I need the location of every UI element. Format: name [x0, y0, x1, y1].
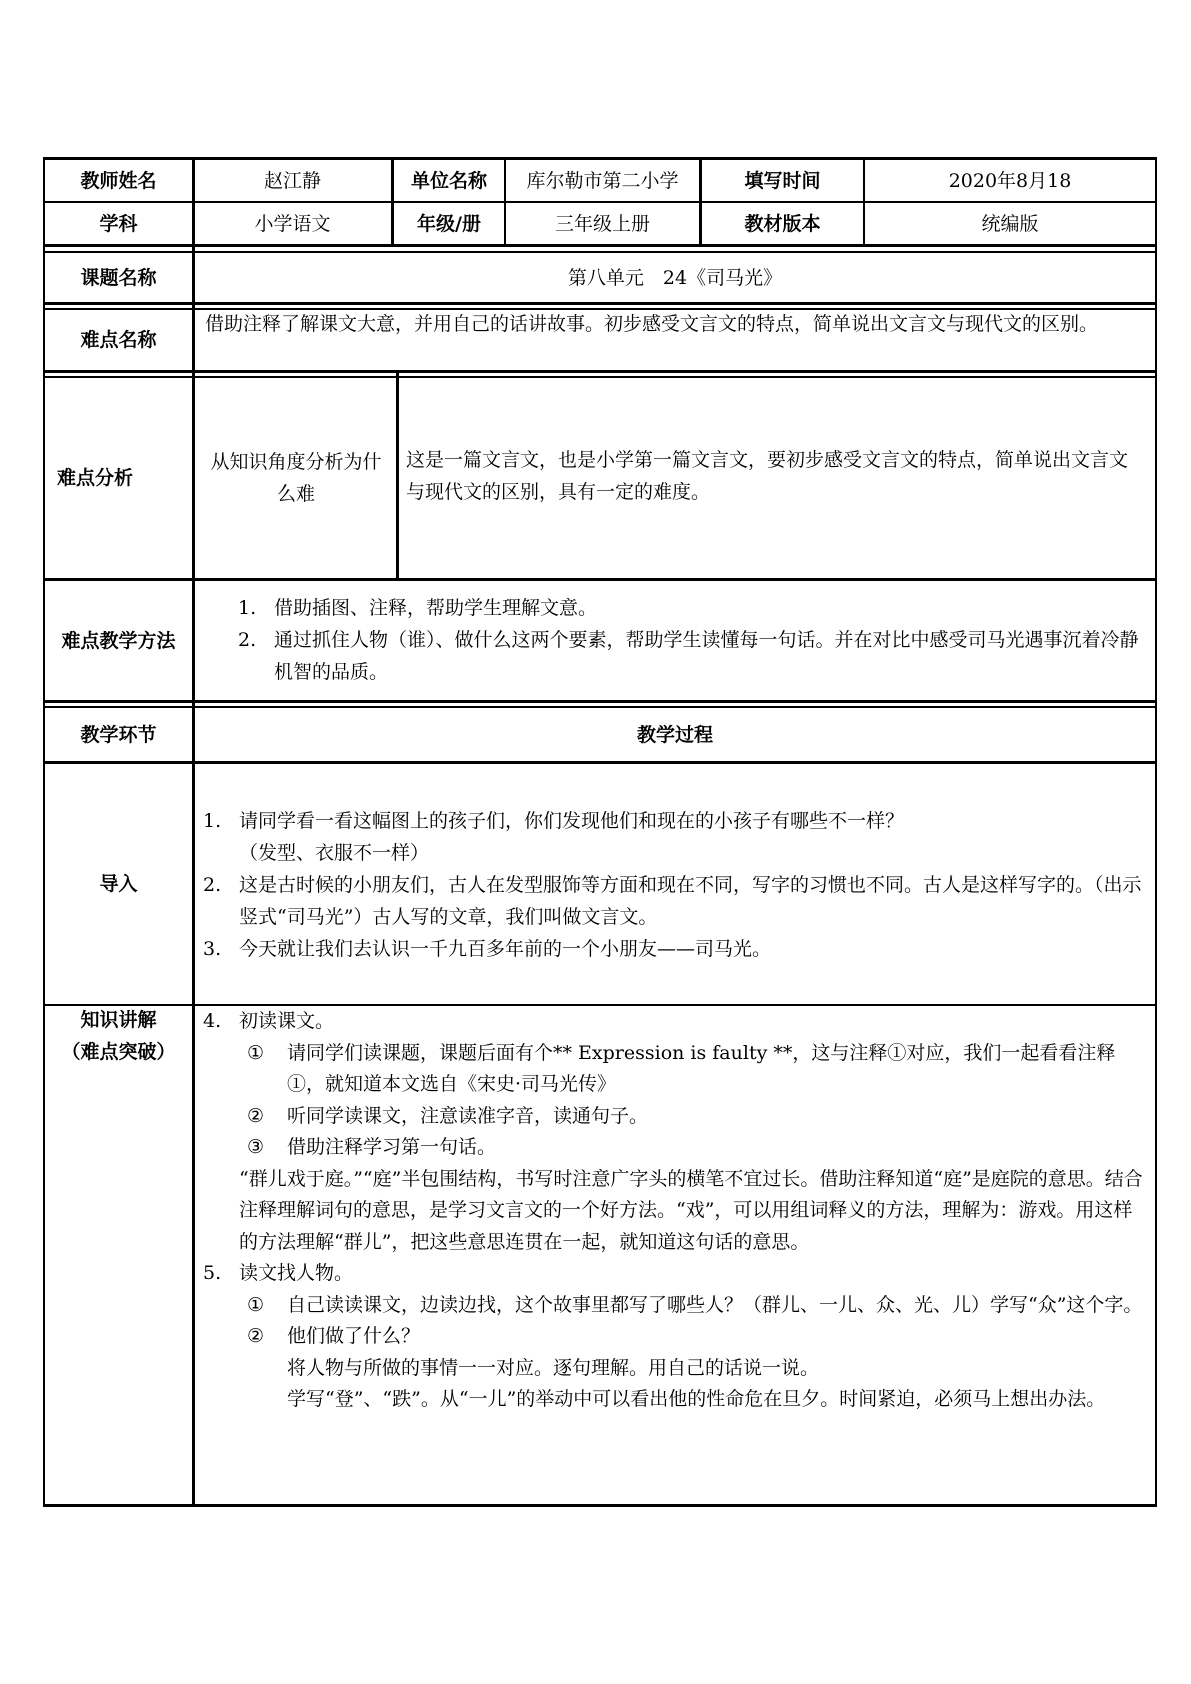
edition-value: 统编版 [981, 212, 1039, 235]
intro-item [203, 933, 1148, 965]
knowledge-sub-text: 借助注释学习第一句话。 [287, 1136, 497, 1158]
intro-item-number: 2. [203, 874, 222, 896]
fill-date-label: 填写时间 [744, 169, 821, 192]
knowledge-sub-number: ③ [247, 1136, 265, 1158]
method-item-text: 借助插图、注释，帮助学生理解文意。 [274, 597, 598, 619]
process-step-label: 教学环节 [80, 723, 157, 746]
method-item [238, 592, 1148, 624]
knowledge-sub-number: ② [247, 1104, 265, 1127]
topic-value: 第八单元 24《司马光》 [567, 266, 783, 289]
knowledge-sub-item [203, 1101, 1148, 1133]
intro-item-note: （发型、衣服不一样） [239, 842, 430, 864]
subject-label: 学科 [99, 212, 138, 235]
row-divider [43, 761, 1157, 764]
column-divider [396, 370, 399, 580]
intro-item-text: 请同学看一看这幅图上的孩子们，你们发现他们和现在的小孩子有哪些不一样？ [239, 810, 905, 832]
knowledge-sub-text: 请同学们读课题，课题后面有个** Expression is faulty **，这与注释①对应，我们一起看看注释①，就知道本文选自《宋史·司马光传》 [287, 1041, 1116, 1095]
difficulty-label: 难点名称 [80, 329, 157, 351]
knowledge-label-line2: （难点突破） [61, 1041, 176, 1063]
unit-name-label: 单位名称 [410, 169, 487, 192]
knowledge-item [203, 1006, 1148, 1038]
intro-label: 导入 [99, 873, 138, 895]
knowledge-item-text: 读文找人物。 [239, 1262, 354, 1284]
method-item-number: 1. [238, 597, 257, 619]
method-list [238, 592, 1148, 692]
method-item-number: 2. [238, 629, 257, 651]
knowledge-paragraph: “群儿戏于庭。”“庭”半包围结构，书写时注意广字头的横笔不宜过长。借助注释知道“庭”是庭院的意思。结合注释理解词句的意思，是学习文言文的一个好方法。“戏”，可以用组词释义的方法，理解为：游戏。用这样的方法理解“群儿”，把这些意思连贯在一起，就知道这句话的意思。 [239, 1167, 1143, 1253]
knowledge-sub-item [203, 1321, 1148, 1353]
knowledge-label [45, 1004, 192, 1084]
intro-item [203, 805, 1148, 837]
row-divider [43, 244, 1157, 247]
knowledge-sub-item [203, 1132, 1148, 1164]
knowledge-content [203, 1006, 1148, 1502]
process-title: 教学过程 [636, 723, 713, 746]
edition-label: 教材版本 [744, 212, 821, 235]
analysis-label: 难点分析 [56, 467, 133, 489]
column-divider [192, 157, 195, 1507]
table-border-bottom [43, 1504, 1157, 1507]
teacher-name-label: 教师姓名 [80, 169, 157, 192]
knowledge-sub-item [203, 1038, 1148, 1101]
knowledge-sub-text: 自己读读课文，边读边找，这个故事里都写了哪些人？（群儿、一儿、众、光、儿）学写“众”这个字。 [287, 1293, 1143, 1316]
intro-item-text: 今天就让我们去认识一千九百多年前的一个小朋友——司马光。 [239, 938, 772, 960]
topic-label: 课题名称 [80, 266, 157, 289]
table-border-right [1155, 157, 1157, 1507]
knowledge-sub-item [203, 1290, 1148, 1322]
knowledge-item-number: 5. [203, 1262, 222, 1284]
unit-name-value: 库尔勒市第二小学 [526, 169, 679, 192]
row-divider [43, 370, 1157, 373]
intro-item [203, 869, 1148, 933]
subject-value: 小学语文 [254, 212, 331, 235]
knowledge-label-line1: 知识讲解 [80, 1009, 157, 1031]
teacher-name-value: 赵江静 [263, 169, 321, 192]
method-item-text: 通过抓住人物（谁）、做什么这两个要素，帮助学生读懂每一句话。并在对比中感受司马光遇事沉着冷静机智的品质。 [274, 629, 1139, 683]
knowledge-sub-text: 听同学读课文，注意读准字音，读通句子。 [287, 1104, 649, 1127]
knowledge-sub-number: ① [247, 1041, 265, 1064]
knowledge-sub-continuation: 学写“登”、“跌”。从“一儿”的举动中可以看出他的性命危在旦夕。时间紧迫，必须马上想出办法。 [287, 1388, 1106, 1410]
knowledge-item-text: 初读课文。 [239, 1010, 335, 1032]
knowledge-sub-continuation: 将人物与所做的事情一一对应。逐句理解。用自己的话说一说。 [287, 1356, 820, 1379]
knowledge-item-number: 4. [203, 1010, 222, 1032]
method-label: 难点教学方法 [61, 629, 176, 652]
grade-label: 年级/册 [417, 212, 481, 235]
row-divider [43, 700, 1157, 703]
fill-date-value: 2020年8月18 [948, 169, 1072, 192]
method-item [238, 624, 1148, 688]
intro-item-number: 1. [203, 810, 222, 832]
row-divider [43, 302, 1157, 305]
analysis-value: 这是一篇文言文，也是小学第一篇文言文，要初步感受文言文的特点，简单说出文言文与现代文的区别，具有一定的难度。 [406, 449, 1129, 503]
intro-list [203, 805, 1148, 995]
analysis-sub-label: 从知识角度分析为什么难 [210, 451, 382, 505]
knowledge-item [203, 1258, 1148, 1290]
knowledge-sub-number: ① [247, 1293, 265, 1316]
row-divider [43, 578, 1157, 581]
grade-value: 三年级上册 [554, 212, 650, 235]
knowledge-sub-text: 他们做了什么？ [287, 1325, 421, 1347]
difficulty-value: 借助注释了解课文大意，并用自己的话讲故事。初步感受文言文的特点，简单说出文言文与现代文的区别。 [205, 313, 1099, 335]
intro-item-text: 这是古时候的小朋友们，古人在发型服饰等方面和现在不同，写字的习惯也不同。古人是这样写字的。（出示竖式“司马光”）古人写的文章，我们叫做文言文。 [239, 874, 1142, 928]
knowledge-sub-number: ② [247, 1325, 265, 1347]
intro-item-number: 3. [203, 938, 222, 960]
